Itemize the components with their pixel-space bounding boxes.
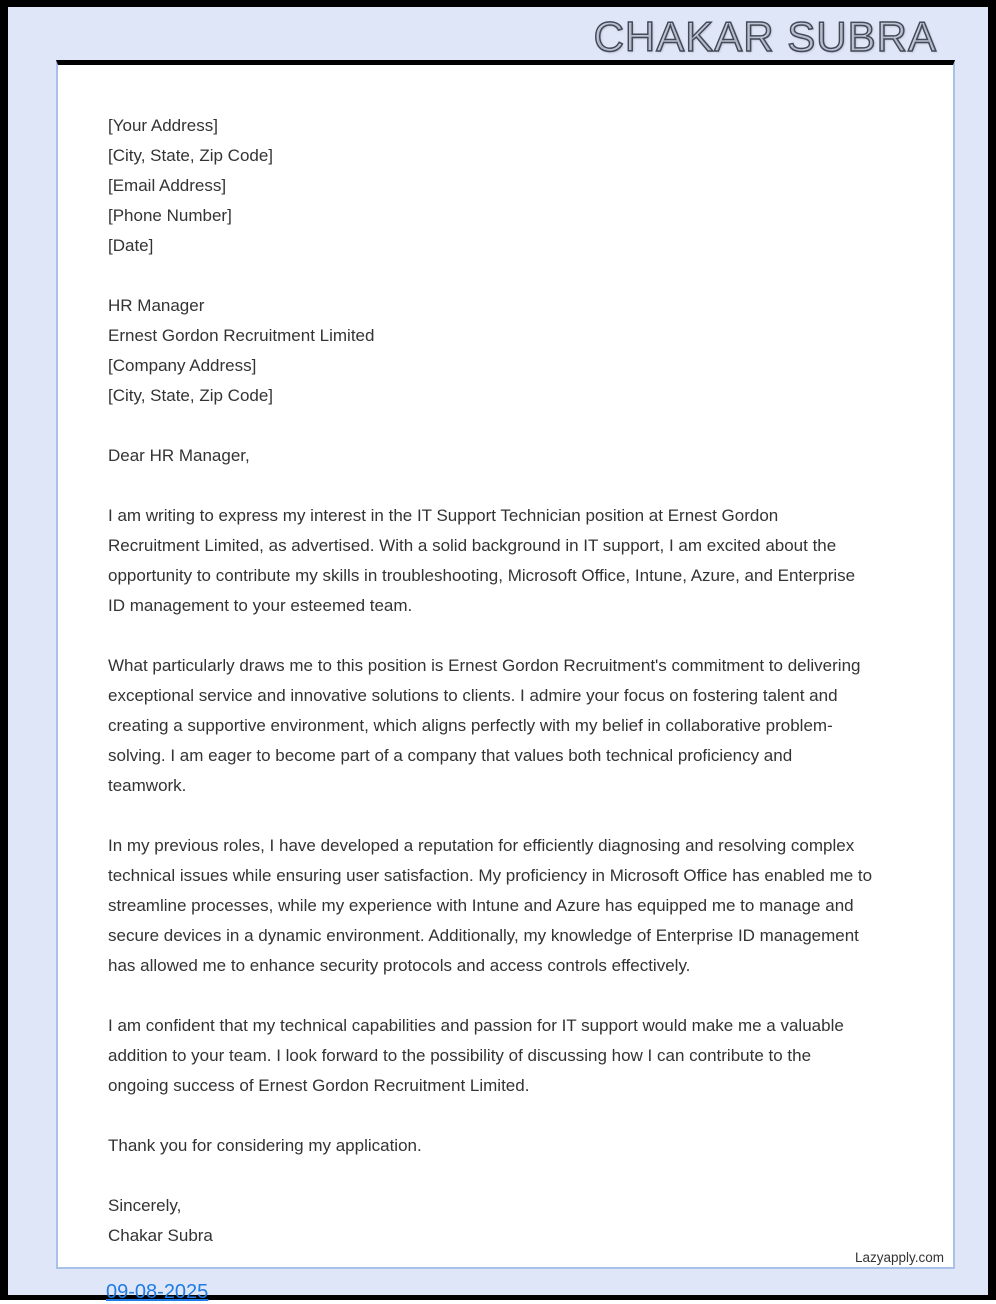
date-link[interactable]: 09-08-2025 bbox=[106, 1281, 209, 1303]
branding-watermark: Lazyapply.com bbox=[854, 1250, 944, 1265]
recipient-address-line: [Company Address] bbox=[108, 356, 257, 375]
recipient-block bbox=[108, 291, 874, 411]
sender-email-line: [Email Address] bbox=[108, 176, 227, 195]
header-candidate-name: CHAKAR SUBRA bbox=[593, 13, 937, 60]
sender-block bbox=[108, 111, 874, 261]
salutation: Dear HR Manager, bbox=[108, 446, 250, 465]
body-paragraph-3: In my previous roles, I have developed a reputation for efficiently diagnosing and resolving complex technical issues while ensuring user satisfaction. My proficiency in Microsoft Office has enabled me to streamline processes, while my experience with Intune and Azure has equipped me to manage and secure devices in a dynamic environment. Additionally, my knowledge of Enterprise ID management has allowed me to enhance security protocols and access controls effectively. bbox=[108, 836, 873, 975]
letter-content bbox=[58, 65, 918, 1251]
letter-sheet bbox=[56, 60, 955, 1269]
sender-city-line: [City, State, Zip Code] bbox=[108, 146, 274, 165]
recipient-company-line: Ernest Gordon Recruitment Limited bbox=[108, 326, 375, 345]
sender-date-line: [Date] bbox=[108, 236, 154, 255]
body-paragraph-4: I am confident that my technical capabilities and passion for IT support would make me a valuable addition to your team. I look forward to the possibility of discussing how I can contribute to the ongoing success of Ernest Gordon Recruitment Limited. bbox=[108, 1016, 844, 1095]
thanks-line: Thank you for considering my application. bbox=[108, 1136, 422, 1155]
recipient-title-line: HR Manager bbox=[108, 296, 205, 315]
body-paragraph-2: What particularly draws me to this position is Ernest Gordon Recruitment's commitment to delivering exceptional service and innovative solutions to clients. I admire your focus on fostering talent and creating a supportive environment, which aligns perfectly with my belief in collaborative problem-solving. I am eager to become part of a company that values both technical proficiency and teamwork. bbox=[108, 656, 861, 795]
closing-word: Sincerely, bbox=[108, 1196, 182, 1215]
sender-phone-line: [Phone Number] bbox=[108, 206, 232, 225]
closing-block bbox=[108, 1191, 874, 1251]
body-paragraph-1: I am writing to express my interest in the IT Support Technician position at Ernest Gordon Recruitment Limited, as advertised. With a solid background in IT support, I am excited about the opportunity to contribute my skills in troubleshooting, Microsoft Office, Intune, Azure, and Enterprise ID management to your esteemed team. bbox=[108, 506, 856, 615]
recipient-city-line: [City, State, Zip Code] bbox=[108, 386, 274, 405]
sender-address-line: [Your Address] bbox=[108, 116, 218, 135]
signature-name: Chakar Subra bbox=[108, 1226, 213, 1245]
